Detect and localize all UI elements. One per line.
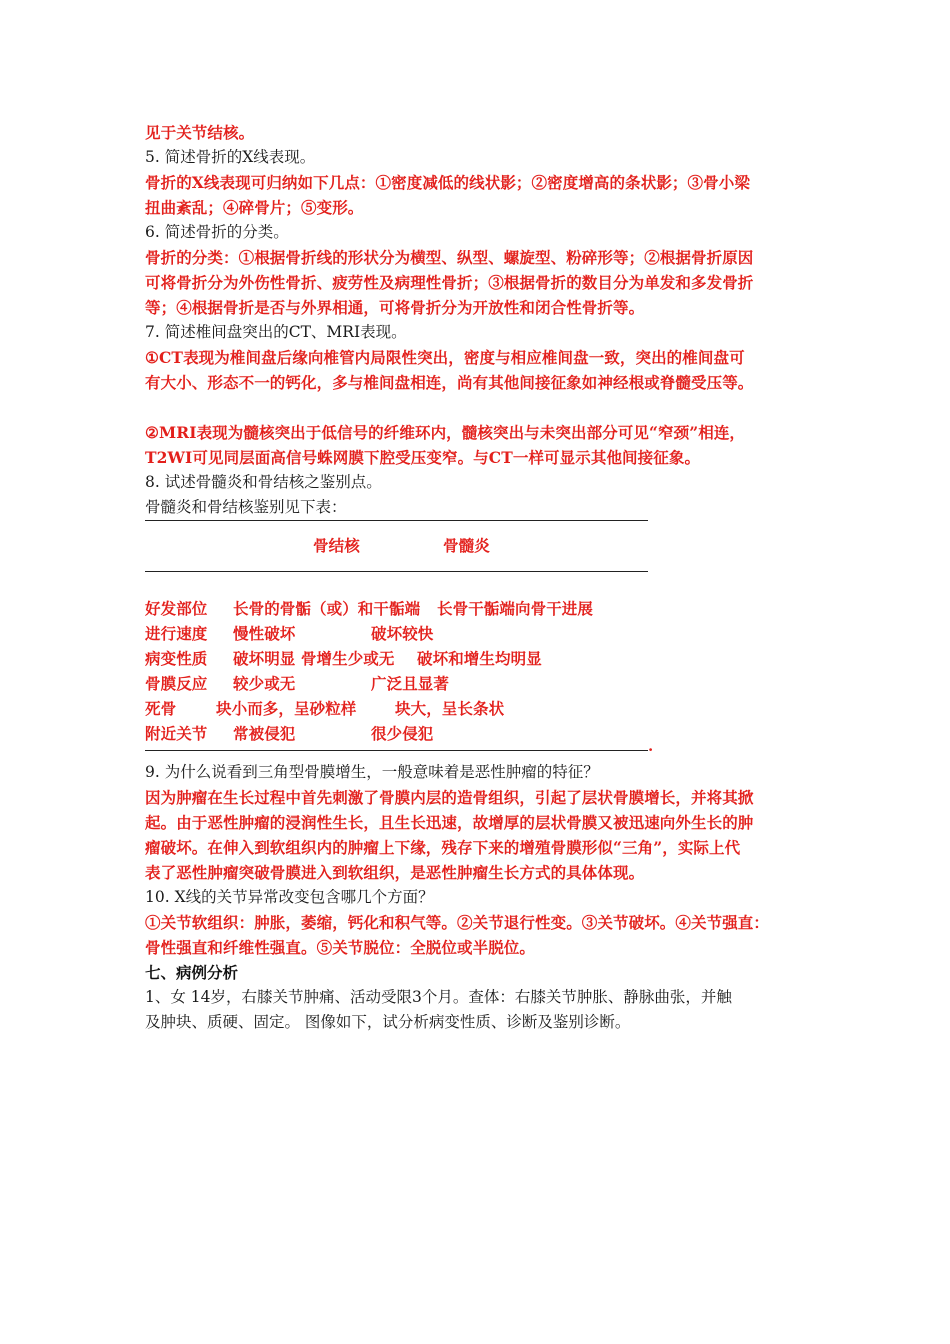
table-row-label: 死骨 [145, 699, 177, 718]
question-line: 骨髓炎和骨结核鉴别见下表： [145, 498, 347, 516]
table-row-label: 骨膜反应 [145, 674, 208, 693]
answer-line: 因为肿瘤在生长过程中首先刺激了骨膜内层的造骨组织，引起了层状骨膜增长，并将其掀 [145, 788, 754, 807]
answer-line: 见于关节结核。 [145, 123, 255, 142]
table-cell-om: 很少侵犯 [371, 724, 434, 743]
answer-line: 瘤破坏。在伸入到软组织内的肿瘤上下缘，残存下来的增殖骨膜形似“三角”，实际上代 [145, 838, 741, 857]
answer-line: 骨折的分类：①根据骨折线的形状分为横型、纵型、螺旋型、粉碎形等；②根据骨折原因 [145, 248, 754, 267]
table-header-row [145, 521, 820, 571]
table-header-om: 骨髓炎 [443, 536, 490, 555]
answer-line: 扭曲紊乱；④碎骨片；⑤变形。 [145, 198, 364, 217]
table-row [145, 721, 820, 746]
table-row-label: 好发部位 [145, 599, 208, 618]
table-cell-om: 长骨干骺端向骨干进展 [437, 599, 594, 618]
table-row [145, 596, 820, 621]
table-row-label: 病变性质 [145, 649, 208, 668]
answer-line: 有大小、形态不一的钙化，多与椎间盘相连，尚有其他间接征象如神经根或脊髓受压等。 [145, 373, 754, 392]
table-cell-tb: 破坏明显 骨增生少或无 [233, 649, 395, 668]
comparison-table [145, 520, 820, 760]
table-row-label: 进行速度 [145, 624, 208, 643]
table-body [145, 596, 820, 746]
question-line: 及肿块、质硬、固定。 图像如下，试分析病变性质、诊断及鉴别诊断。 [145, 1013, 631, 1031]
text-block-top [145, 120, 820, 520]
blank-line [145, 395, 820, 420]
table-row-label: 附近关节 [145, 724, 208, 743]
section-heading: 七、病例分析 [145, 963, 239, 982]
document-page [145, 120, 820, 1035]
question-line: 1、女 14岁，右膝关节肿痛、活动受限3个月。查体：右膝关节肿胀、静脉曲张，并触 [145, 988, 732, 1006]
answer-line: 骨性强直和纤维性强直。⑤关节脱位：全脱位或半脱位。 [145, 938, 536, 957]
question-line: 7. 简述椎间盘突出的CT、MRI表现。 [145, 323, 407, 341]
answer-line: 等；④根据骨折是否与外界相通，可将骨折分为开放性和闭合性骨折等。 [145, 298, 645, 317]
question-line: 9. 为什么说看到三角型骨膜增生，一般意味着是恶性肿瘤的特征？ [145, 763, 599, 781]
question-line: 10. X线的关节异常改变包含哪几个方面？ [145, 888, 434, 906]
table-row [145, 621, 820, 646]
question-line: 8. 试述骨髓炎和骨结核之鉴别点。 [145, 473, 382, 491]
answer-line: T2WI可见同层面高信号蛛网膜下腔受压变窄。与CT一样可显示其他间接征象。 [145, 448, 701, 467]
question-line: 6. 简述骨折的分类。 [145, 223, 289, 241]
answer-line: 表了恶性肿瘤突破骨膜进入到软组织，是恶性肿瘤生长方式的具体体现。 [145, 863, 645, 882]
table-cell-tb: 较少或无 [233, 674, 296, 693]
question-line: 5. 简述骨折的X线表现。 [145, 148, 316, 166]
table-row [145, 671, 820, 696]
table-cell-om: 破坏较快 [371, 624, 434, 643]
answer-line: ①CT表现为椎间盘后缘向椎管内局限性突出，密度与相应椎间盘一致，突出的椎间盘可 [145, 348, 745, 367]
answer-line: 骨折的X线表现可归纳如下几点：①密度减低的线状影；②密度增高的条状影；③骨小梁 [145, 173, 750, 192]
text-block-bottom [145, 760, 820, 1035]
table-cell-tb: 块小而多，呈砂粒样 [216, 699, 357, 718]
table-cell-tb: 常被侵犯 [233, 724, 296, 743]
table-cell-om: 破坏和增生均明显 [417, 649, 542, 668]
answer-line: ①关节软组织：肿胀，萎缩，钙化和积气等。②关节退行性变。③关节破坏。④关节强直： [145, 913, 770, 932]
table-header-tb: 骨结核 [313, 536, 360, 555]
table-row [145, 646, 820, 671]
table-end-mark: . [648, 737, 654, 755]
table-row [145, 696, 820, 721]
answer-line: 可将骨折分为外伤性骨折、疲劳性及病理性骨折；③根据骨折的数目分为单发和多发骨折 [145, 273, 754, 292]
table-cell-tb: 慢性破坏 [233, 624, 296, 643]
table-rule-bottom [145, 750, 648, 751]
answer-line: 起。由于恶性肿瘤的浸润性生长，且生长迅速，故增厚的层状骨膜又被迅速向外生长的肿 [145, 813, 754, 832]
answer-line: ②MRI表现为髓核突出于低信号的纤维环内，髓核突出与未突出部分可见“窄颈”相连， [145, 423, 746, 442]
table-cell-om: 广泛且显著 [371, 674, 450, 693]
table-cell-om: 块大，呈长条状 [395, 699, 505, 718]
table-cell-tb: 长骨的骨骺（或）和干骺端 [233, 599, 421, 618]
